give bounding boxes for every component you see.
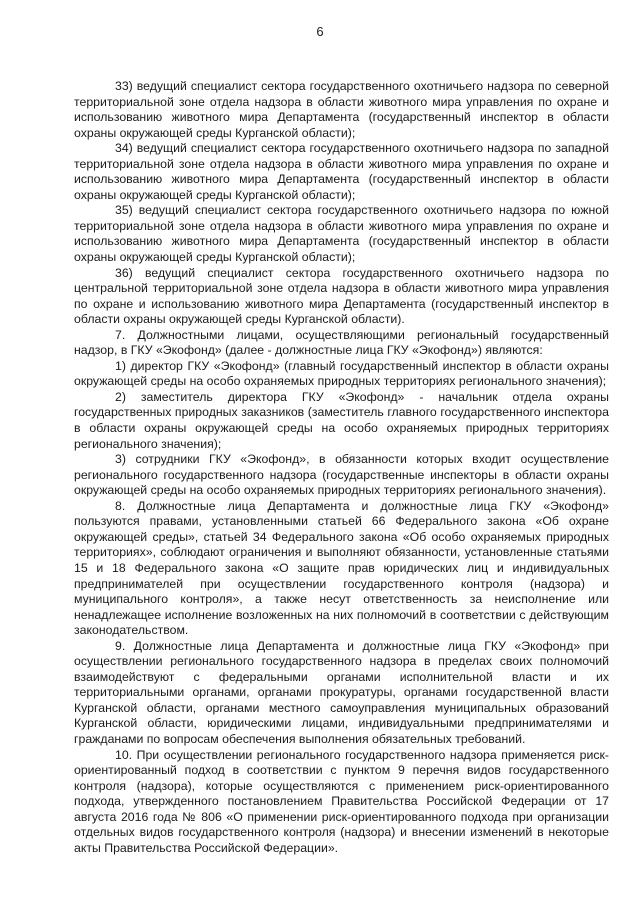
paragraph-section-7-item-2: 2) заместитель директора ГКУ «Экофонд» - начальник отдела охраны государственных природных заказников (заместитель главного государственного инспектора в области охраны окружающей среды на особо охраняемых природных территориях регионального значения); xyxy=(74,389,609,451)
paragraph-item-36: 36) ведущий специалист сектора государственного охотничьего надзора по центральной территориальной зоне отдела надзора в области животного мира управления по охране и использованию животного мира Департамента (государственный инспектор в области охраны окружающей среды Курганской области). xyxy=(74,265,609,327)
document-body xyxy=(74,79,609,856)
paragraph-item-35: 35) ведущий специалист сектора государственного охотничьего надзора по южной территориальной зоне отдела надзора в области животного мира управления по охране и использованию животного мира Департамента (государственный инспектор в области охраны окружающей среды Курганской области); xyxy=(74,203,609,265)
paragraph-section-9: 9. Должностные лица Департамента и должностные лица ГКУ «Экофонд» при осуществлении регионального государственного надзора в пределах своих полномочий взаимодействуют с федеральными органами исполнительной власти и их территориальными органами, органами прокуратуры, органами государственной власти Курганской области, органами местного самоуправления муниципальных образований Курганской области, юридическими лицами, индивидуальными предпринимателями и гражданами по вопросам обеспечения выполнения обязательных требований. xyxy=(74,638,609,746)
paragraph-item-33: 33) ведущий специалист сектора государственного охотничьего надзора по северной территориальной зоне отдела надзора в области животного мира управления по охране и использованию животного мира Департамента (государственный инспектор в области охраны окружающей среды Курганской области); xyxy=(74,79,609,140)
paragraph-section-7: 7. Должностными лицами, осуществляющими региональный государственный надзор, в ГКУ «Экофонд» (далее - должностные лица ГКУ «Экофонд») являются: xyxy=(74,327,609,358)
paragraph-item-34: 34) ведущий специалист сектора государственного охотничьего надзора по западной территориальной зоне отдела надзора в области животного мира управления по охране и использованию животного мира Департамента (государственный инспектор в области охраны окружающей среды Курганской области); xyxy=(74,141,609,202)
paragraph-section-10: 10. При осуществлении регионального государственного надзора применяется риск-ориентированный подход в соответствии с пунктом 9 перечня видов государственного контроля (надзора), которые осуществляются с применением риск-ориентированного подхода, утвержденного постановлением Правительства Российской Федерации от 17 августа 2016 года № 806 «О применении риск-ориентированного подхода при организации отдельных видов государственного контроля (надзора) и внесении изменений в некоторые акты Правительства Российской Федерации». xyxy=(74,747,609,855)
paragraph-section-7-item-1: 1) директор ГКУ «Экофонд» (главный государственный инспектор в области охраны окружающей среды на особо охраняемых природных территориях регионального значения); xyxy=(74,358,609,389)
paragraph-section-7-item-3: 3) сотрудники ГКУ «Экофонд», в обязанности которых входит осуществление регионального государственного надзора (государственные инспекторы в области охраны окружающей среды на особо охраняемых природных территориях регионального значения). xyxy=(74,452,609,498)
page-number: 6 xyxy=(316,24,324,39)
paragraph-section-8: 8. Должностные лица Департамента и должностные лица ГКУ «Экофонд» пользуются правами, установленными статьей 66 Федерального закона «Об охране окружающей среды», статьей 34 Федерального закона «Об особо охраняемых природных территориях», соблюдают ограничения и выполняют обязанности, установленные статьями 15 и 18 Федерального закона «О защите прав юридических лиц и индивидуальных предпринимателей при осуществлении государственного контроля (надзора) и муниципального контроля», а также несут ответственность за неисполнение или ненадлежащее исполнение возложенных на них полномочий в соответствии с действующим законодательством. xyxy=(74,498,609,638)
